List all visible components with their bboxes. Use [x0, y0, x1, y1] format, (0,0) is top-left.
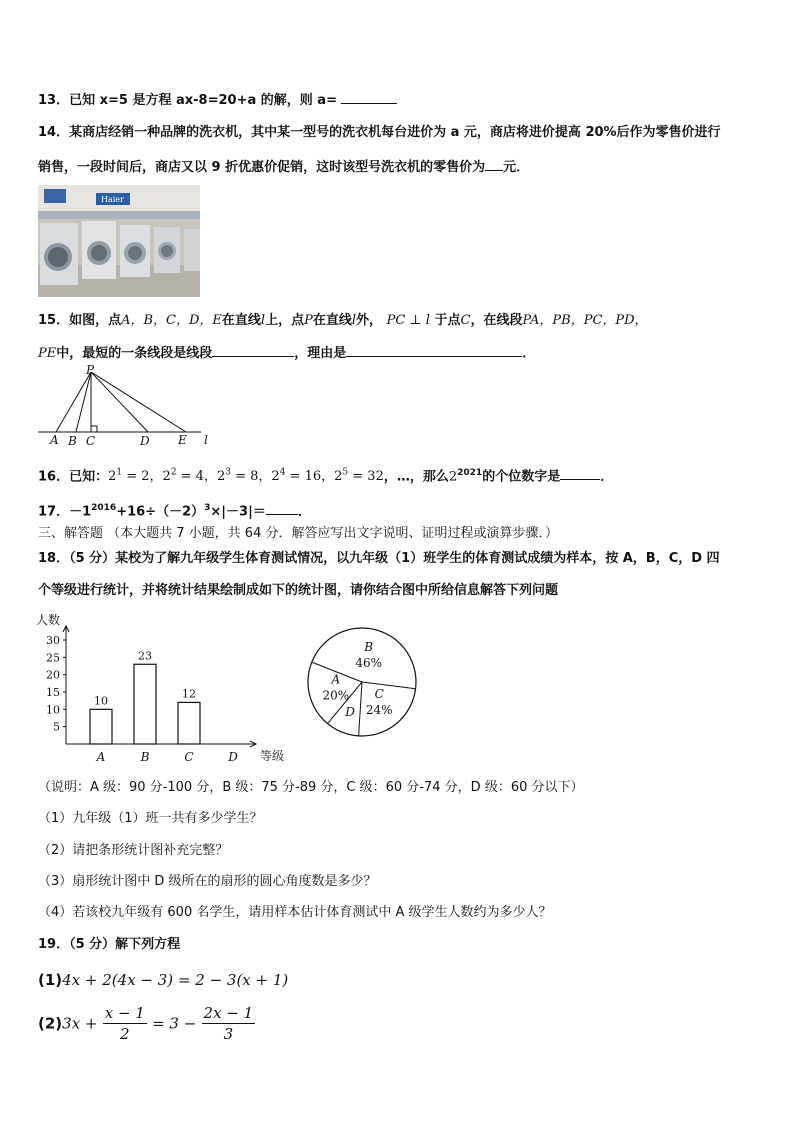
pie-percent-B: 46% [355, 655, 383, 670]
label-a: A [50, 433, 59, 447]
pie-label-C: C [374, 686, 384, 701]
right-angle-mark [91, 426, 97, 432]
equation-2 [38, 1003, 255, 1044]
q15-text-f: 于点 [434, 313, 461, 328]
q17-c: ×|－3|＝ [210, 504, 266, 520]
q13-text: 13．已知 x=5 是方程 ax-8=20+a 的解，则 a= [38, 93, 342, 108]
segment-pb [76, 372, 91, 432]
bar-C [178, 702, 200, 744]
q15-perp: PC ⊥ l [386, 313, 430, 328]
pie-chart [306, 612, 426, 752]
question-16 [38, 464, 613, 486]
q15-text-j: ． [522, 346, 536, 361]
q18-sub-4: （4）若该校九年级有 600 名学生，请用样本估计体育测试中 A 级学生人数约为多少人？ [38, 905, 552, 920]
q15-blank-2 [346, 342, 522, 357]
question-13 [38, 89, 397, 110]
segment-pa [56, 372, 91, 432]
q15-text-g: ，在线段 [470, 313, 523, 328]
q15-text-i: ，理由是 [294, 346, 347, 361]
label-p: P [86, 363, 95, 377]
label-d: D [140, 434, 150, 448]
label-l: l [204, 433, 208, 447]
bar-value-label: 23 [138, 649, 152, 663]
eq2-fraction-1: $\frac{x - 1}{2}$ [104, 1004, 145, 1043]
bar-value-label: 12 [182, 687, 196, 701]
q18-sub-1: （1）九年级（1）班一共有多少学生？ [38, 811, 263, 826]
eq2-label: (2) [38, 1014, 63, 1033]
pie-label-A: A [331, 672, 341, 687]
pie-label-D: D [345, 705, 355, 720]
x-tick-label: D [228, 750, 238, 764]
q15-text-c: 上，点 [265, 313, 305, 328]
q16-blank [560, 465, 600, 480]
q15-points: A，B，C，D，E [121, 313, 222, 328]
q15-segments: PA，PB，PC，PD， [522, 313, 648, 328]
eq2-fraction-2: $\frac{2x - 1}{3}$ [203, 1004, 254, 1043]
washing-machines-photo [38, 185, 200, 297]
eq1: 4x + 2(4x − 3) = 2 − 3(x + 1) [62, 971, 289, 989]
pie-percent-C: 24% [365, 702, 393, 717]
pie-label-B: B [364, 639, 374, 654]
question-18-line1: 18．（5 分）某校为了解九年级学生体育测试情况，以九年级（1）班学生的体育测试成绩为样本，按 A，B，C，D 四 [38, 551, 720, 566]
q17-d: ． [297, 504, 311, 520]
label-c: C [86, 434, 96, 448]
x-tick-label: C [184, 750, 194, 764]
equation-1 [38, 971, 288, 989]
q16-suffix: 的个位数字是 [482, 469, 561, 485]
x-tick-label: A [96, 750, 106, 764]
question-15-line1 [38, 312, 648, 330]
y-tick-label: 5 [53, 720, 60, 734]
label-e: E [178, 433, 187, 447]
eq1-label: (1) [38, 971, 63, 989]
q17-a: 17．－1 [38, 504, 92, 520]
pie-percent-A: 20% [322, 688, 350, 703]
y-tick-label: 15 [46, 686, 60, 699]
y-tick-label: 20 [46, 668, 60, 682]
y-tick-label: 25 [46, 651, 60, 665]
q15-line-l2: l [351, 313, 357, 328]
eq2-b: = 3 − [152, 1014, 197, 1033]
q16-end: ． [600, 469, 614, 485]
question-14-line1: 14．某商店经销一种品牌的洗衣机，其中某一型号的洗衣机每台进价为 a 元，商店将进价提高 20%后作为零售价进行 [38, 125, 721, 140]
q15-text-b: 在直线 [221, 313, 261, 328]
q17-b: +16÷（－2） [116, 504, 205, 520]
q15-text-d: 在直线 [312, 313, 352, 328]
geometry-figure [36, 362, 216, 448]
q15-point-p: P [304, 313, 313, 328]
q14-text: 销售，一段时间后，商店又以 9 折优惠价促销，这时该型号洗衣机的零售价为 [38, 160, 486, 175]
q15-blank-1 [212, 342, 294, 357]
grade-note: （说明：A 级：90 分-100 分，B 级：75 分-89 分，C 级：60 分-74 分，D 级：60 分以下） [38, 780, 584, 795]
label-b: B [68, 434, 77, 448]
q14-unit: 元． [503, 160, 530, 175]
q17-exp2: 3 [204, 503, 211, 513]
y-tick-label: 10 [46, 703, 60, 717]
q18-sub-2: （2）请把条形统计图补充完整？ [38, 843, 229, 858]
q15-point-c: C [460, 313, 471, 328]
question-15-line2 [38, 342, 535, 363]
question-18-line2: 个等级进行统计，并将统计结果绘制成如下的统计图，请你结合图中所给信息解答下列问题 [38, 583, 559, 598]
q17-exp1: 2016 [91, 503, 117, 513]
eq2-a: 3x + [62, 1014, 98, 1033]
x-axis-label: 等级 [260, 749, 285, 763]
x-tick-label: B [140, 750, 150, 764]
bar-A [90, 709, 112, 744]
segment-pd [91, 372, 148, 432]
bar-chart [36, 612, 286, 768]
question-14-line2 [38, 156, 529, 177]
y-tick-label: 30 [46, 634, 60, 647]
segment-pe [91, 372, 186, 432]
question-17 [38, 499, 311, 521]
bar-B [134, 664, 156, 744]
q15-text-a: 15．如图，点 [38, 313, 122, 328]
question-19-title: 19．（5 分）解下列方程 [38, 937, 181, 952]
bar-value-label: 10 [94, 694, 108, 708]
q16-base: 2 [448, 469, 458, 485]
q15-segment-pe: PE [38, 346, 57, 361]
q13-answer-blank [341, 89, 397, 104]
q16-exp: 2021 [457, 468, 483, 478]
q14-answer-blank [485, 156, 503, 171]
section-3-heading: 三、解答题 （本大题共 7 小题，共 64 分．解答应写出文字说明、证明过程或演算步骤．） [38, 526, 558, 541]
q16-sequence: $2^1 = 2$，$2^2 = 4$，$2^3 = 8$，$2^4 = 16$，$2^5 = 32$ [108, 468, 384, 485]
q18-sub-3: （3）扇形统计图中 D 级所在的扇形的圆心角度数是多少？ [38, 874, 377, 889]
q15-line-l: l [260, 313, 266, 328]
q15-text-h: 中，最短的一条线段是线段 [56, 346, 213, 361]
y-axis-label: 人数 [36, 613, 61, 627]
q17-blank [266, 500, 298, 515]
q16-mid: ，…，那么 [383, 469, 449, 485]
brand-text: Haier [101, 195, 124, 204]
q15-text-e: 外， [356, 313, 383, 328]
q16-prefix: 16．已知： [38, 469, 109, 485]
